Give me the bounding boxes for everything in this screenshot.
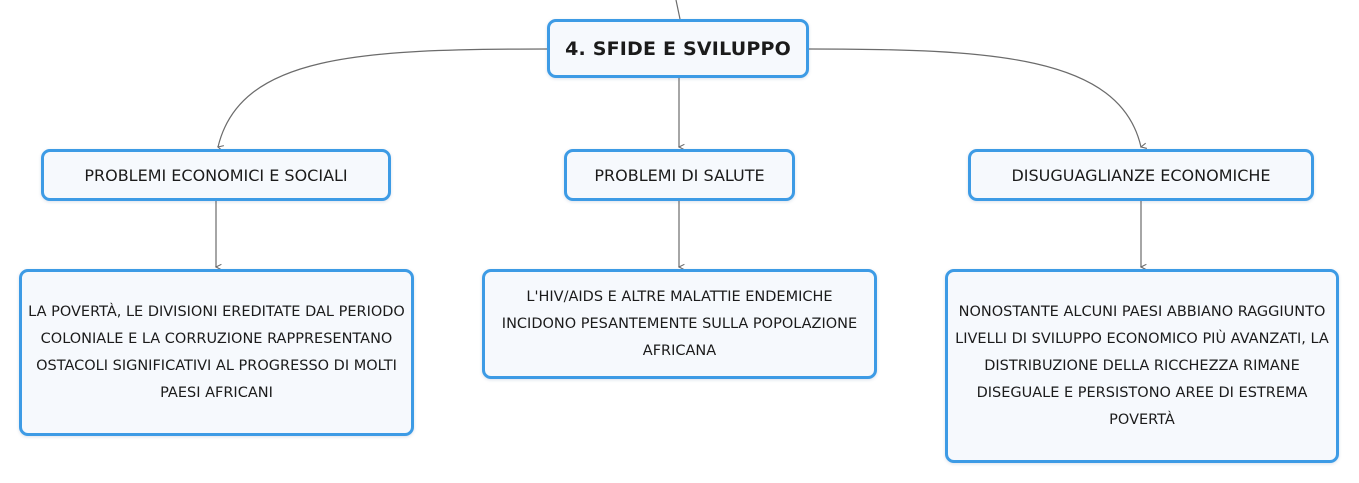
topic-label: PROBLEMI DI SALUTE	[594, 165, 765, 185]
connector-incoming	[676, 0, 680, 19]
subtopic-health-detail[interactable]	[482, 269, 877, 379]
topic-economic-social-problems[interactable]	[41, 149, 391, 201]
subtopic-economic-social-detail[interactable]	[19, 269, 414, 436]
subtopic-text: L'HIV/AIDS E ALTRE MALATTIE ENDEMICHE INCIDONO PESANTEMENTE SULLA POPOLAZIONE AFRICANA	[501, 288, 858, 359]
topic-health-problems[interactable]	[564, 149, 795, 201]
topic-label: PROBLEMI ECONOMICI E SOCIALI	[84, 165, 348, 185]
root-topic-label: 4. SFIDE E SVILUPPO	[565, 37, 791, 60]
topic-label: DISUGUAGLIANZE ECONOMICHE	[1011, 165, 1271, 185]
subtopic-text: LA POVERTÀ, LE DIVISIONI EREDITATE DAL PERIODO COLONIALE E LA CORRUZIONE RAPPRESENTANO OSTACOLI SIGNIFICATIVI AL PROGRESSO DI MOLTI PAESI AFRICANI	[28, 303, 405, 401]
root-topic[interactable]	[547, 19, 809, 78]
connector-root-left	[218, 49, 547, 147]
subtopic-text: NONOSTANTE ALCUNI PAESI ABBIANO RAGGIUNTO LIVELLI DI SVILUPPO ECONOMICO PIÙ AVANZATI, LA DISTRIBUZIONE DELLA RICCHEZZA RIMANE DISEGUALE E PERSISTONO AREE DI ESTREMA POVERTÀ	[955, 303, 1329, 428]
topic-economic-inequalities[interactable]	[968, 149, 1314, 201]
subtopic-inequalities-detail[interactable]	[945, 269, 1339, 463]
connector-root-right	[809, 49, 1141, 147]
